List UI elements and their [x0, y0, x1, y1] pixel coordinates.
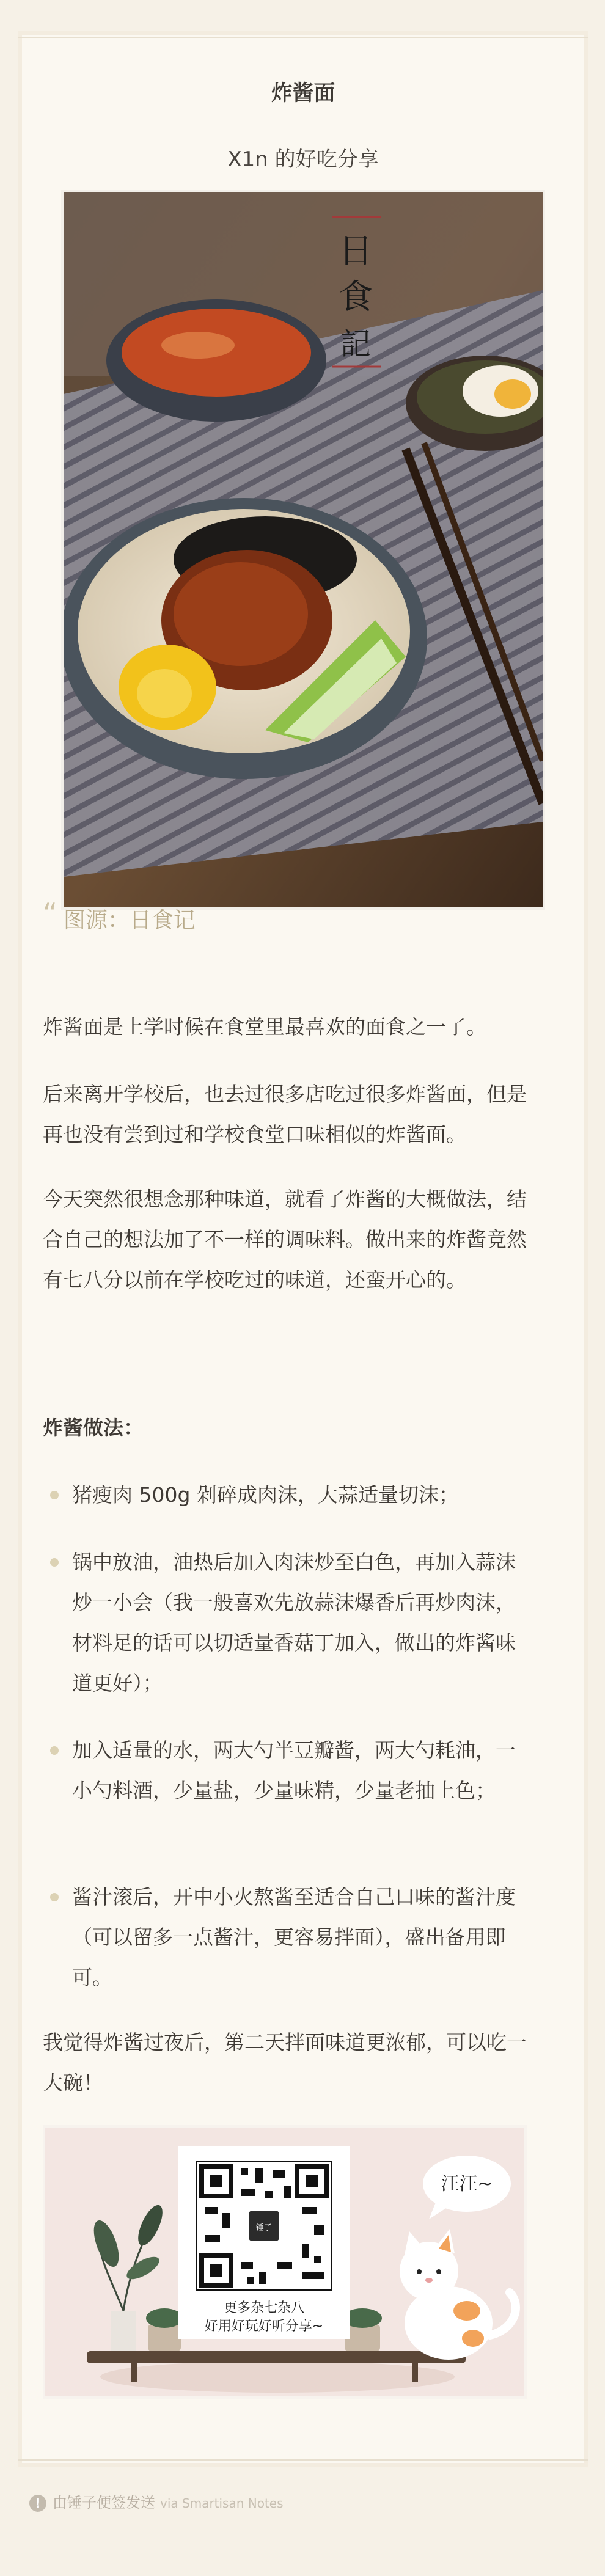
footer: [29, 2490, 284, 2512]
method-heading: 炸酱做法：: [43, 1416, 144, 1440]
photo-source-text: 图源：日食记: [63, 908, 196, 933]
calligraphy-char-2: 食: [339, 277, 373, 317]
closing-paragraph: 我觉得炸酱过夜后，第二天拌面味道更浓郁，可以吃一大碗！: [43, 2030, 527, 2095]
bottom-border-line: [18, 2459, 588, 2461]
bullet-dot-icon: [50, 1558, 59, 1567]
paragraph-2: 后来离开学校后，也去过很多店吃过很多炸酱面，但是再也没有尝到过和学校食堂口味相似的炸酱面。: [43, 1082, 527, 1146]
photo-source-caption: [43, 897, 196, 936]
footer-sent-by: 由锤子便签发送: [53, 2494, 155, 2511]
step-text: 加入适量的水，两大勺半豆瓣酱，两大勺耗油，一小勺料酒，少量盐，少量味精，少量老抽上色；: [72, 1738, 516, 1802]
cat-speech-text: 汪汪~: [441, 2173, 493, 2195]
noodle-photo-drawing: [64, 192, 543, 907]
step-text: 锅中放油，油热后加入肉沫炒至白色，再加入蒜沫炒一小会（我一般喜欢先放蒜沫爆香后再炒肉沫，材料足的话可以切适量香菇丁加入，做出的炸酱味道更好）；: [72, 1550, 516, 1695]
step-text: 猪瘦肉 500g 剁碎成肉沫，大蒜适量切沫；: [72, 1483, 459, 1507]
top-border-line: [18, 37, 588, 38]
qr-caption-line2: 好用好玩好听分享~: [204, 2319, 324, 2334]
note-title: 炸酱面: [271, 81, 336, 106]
noodle-photo: [61, 190, 545, 910]
qr-center-label: 锤子: [255, 2223, 273, 2233]
paragraph-1: 炸酱面是上学时候在食堂里最喜欢的面食之一了。: [43, 1015, 486, 1039]
calligraphy-char-3: 記: [340, 326, 371, 362]
calligraphy-char-1: 日: [339, 232, 373, 271]
step-text: 酱汁滚后，开中小火熬酱至适合自己口味的酱汁度（可以留多一点酱汁，更容易拌面），盛出备用即可。: [72, 1885, 516, 1989]
paragraph-3: 今天突然很想念那种味道，就看了炸酱的大概做法，结合自己的想法加了不一样的调味料。做出来的炸酱竟然有七八分以前在学校吃过的味道，还蛮开心的。: [43, 1187, 527, 1292]
promo-drawing: [45, 2128, 524, 2396]
footer-via: via Smartisan Notes: [160, 2496, 284, 2511]
bullet-dot-icon: [50, 1893, 59, 1901]
bullet-dot-icon: [50, 1746, 59, 1755]
quote-icon: “: [43, 897, 57, 930]
bullet-dot-icon: [50, 1491, 59, 1499]
qr-caption-line1: 更多杂七杂八: [223, 2300, 305, 2316]
promo-illustration: [43, 2125, 527, 2399]
info-icon: !: [29, 2495, 46, 2512]
note-subtitle: X1n 的好吃分享: [227, 147, 379, 172]
